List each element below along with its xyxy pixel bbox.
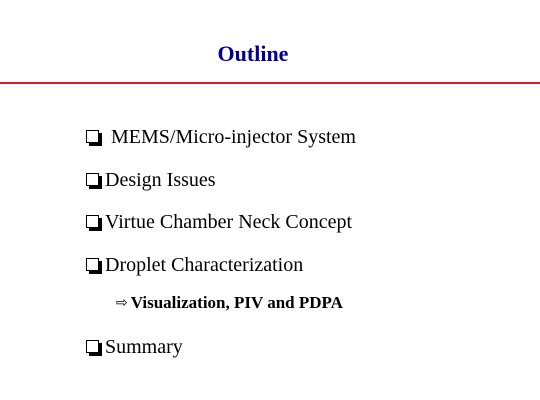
bullet-item-virtue <box>86 210 352 234</box>
sub-bullet-text: Visualization, PIV and PDPA <box>130 293 343 312</box>
bullet-item-mems <box>86 125 356 149</box>
checkbox-bullet-icon <box>86 130 99 143</box>
bullet-text: Design Issues <box>105 169 216 191</box>
title-divider <box>0 82 540 84</box>
bullet-item-summary <box>86 335 183 359</box>
checkbox-bullet-icon <box>86 215 99 228</box>
bullet-text: Summary <box>105 336 183 358</box>
slide-title: Outline <box>217 41 289 66</box>
hollow-arrow-icon: ⇨ <box>116 295 128 311</box>
checkbox-bullet-icon <box>86 340 99 353</box>
sub-bullet-item-visualization <box>116 292 343 314</box>
bullet-text: Droplet Characterization <box>105 254 304 276</box>
bullet-item-droplet <box>86 253 303 277</box>
checkbox-bullet-icon <box>86 258 99 271</box>
bullet-text: Virtue Chamber Neck Concept <box>105 211 353 233</box>
bullet-text: MEMS/Micro-injector System <box>111 126 356 148</box>
checkbox-bullet-icon <box>86 173 99 186</box>
bullet-item-design <box>86 168 216 192</box>
